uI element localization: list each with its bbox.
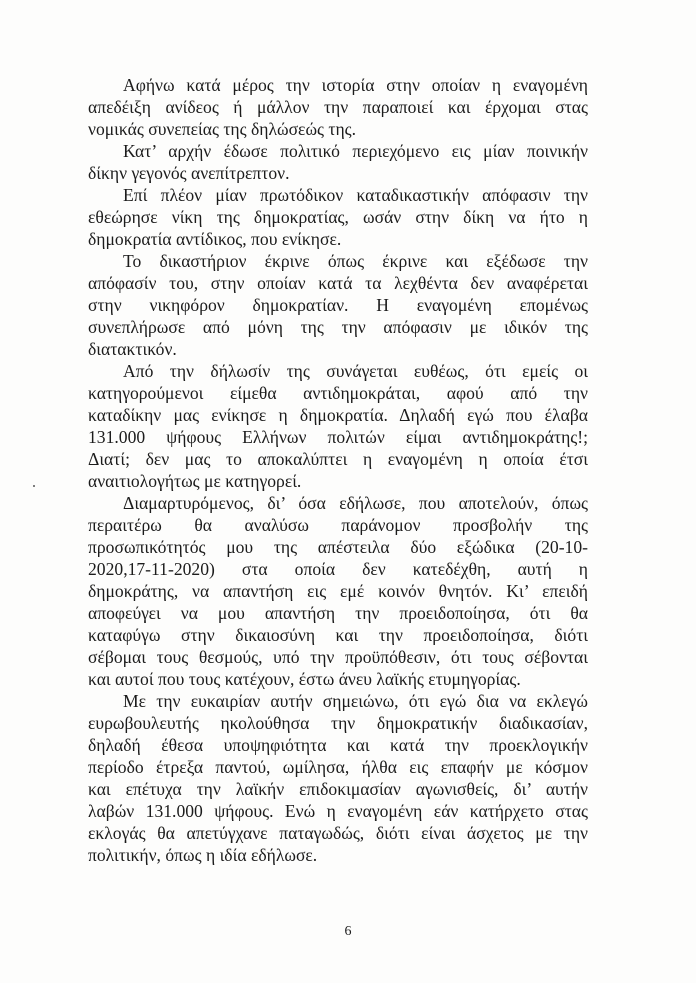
text-line: περίοδο έτρεξα παντού, ωμίλησα, ήλθα εις επαφήν με κόσμον [88,757,588,777]
text-line: εκλογάς θα απετύγχανε παταγωδώς, διότι είναι άσχετος με την [88,823,588,843]
text-line: 2020,17-11-2020) στα οποία δεν κατεδέχθη, αυτή η [88,559,588,579]
text-line: 131.000 ψήφους Ελλήνων πολιτών είμαι αντιδημοκράτης!; [88,427,588,447]
paragraph [88,74,588,140]
text-line: καταδίκην μας ενίκησε η δημοκρατία. Δηλαδή εγώ που έλαβα [88,405,588,425]
text-line: Κατ’ αρχήν έδωσε πολιτικό περιεχόμενο εις μίαν ποινικήν [123,141,588,161]
paragraph [88,690,588,866]
scan-speck [33,485,35,487]
text-line: ευρωβουλευτής ηκολούθησα την δημοκρατικήν διαδικασίαν, [88,713,588,733]
text-line: περαιτέρω θα αναλύσω παράνομον προσβολήν της [88,515,588,535]
text-line: και επέτυχα την λαϊκήν επιδοκιμασίαν αγωνισθείς, δι’ αυτήν [88,779,588,799]
text-line: λαβών 131.000 ψήφους. Ενώ η εναγομένη εάν κατήρχετο στας [88,801,588,821]
paragraph [88,250,588,360]
text-line: Αφήνω κατά μέρος την ιστορία στην οποίαν η εναγομένη [123,75,588,95]
text-line: απεδέιξη ανίδεος ή μάλλον την παραποιεί και έρχομαι στας [88,97,588,117]
text-line: δημοκρατία αντίδικος, που ενίκησε. [88,229,342,249]
text-line: Διατί; δεν μας το αποκαλύπτει η εναγομένη η οποία έτσι [88,449,588,469]
document-body [88,74,588,866]
text-line: σέβομαι τους θεσμούς, υπό την προϋπόθεσιν, ότι τους σέβονται [88,647,588,667]
text-line: εθεώρησε νίκη της δημοκρατίας, ωσάν στην δίκη να ήτο η [88,207,588,227]
paragraph [88,184,588,250]
text-line: και αυτοί που τους κατέχουν, έστω άνευ λαϊκής ετυμηγορίας. [88,669,521,689]
paragraph [88,140,588,184]
text-line: διατακτικόν. [88,339,177,359]
text-line: αναιτιολογήτως με κατηγορεί. [88,471,302,491]
text-line: Επί πλέον μίαν πρωτόδικον καταδικαστικήν απόφασιν την [123,185,588,205]
text-line: Διαμαρτυρόμενος, δι’ όσα εδήλωσε, που αποτελούν, όπως [123,493,588,513]
text-line: στην νικηφόρον δημοκρατίαν. Η εναγομένη επομένως [88,295,588,315]
text-line: κατηγορούμενοι είμεθα αντιδημοκράται, αφού από την [88,383,588,403]
text-line: καταφύγω στην δικαιοσύνη και την προειδοποίησα, διότι [88,625,588,645]
paragraph [88,360,588,492]
text-line: νομικάς συνεπείας της δηλώσεώς της. [88,119,357,139]
text-line: πολιτικήν, όπως η ιδία εδήλωσε. [88,845,318,865]
paragraph [88,492,588,690]
text-line: απόφασίν του, στην οποίαν κατά τα λεχθέντα δεν αναφέρεται [88,273,588,293]
text-line: Με την ευκαιρίαν αυτήν σημειώνω, ότι εγώ δια να εκλεγώ [123,691,588,711]
text-line: δηλαδή έθεσα υποψηφιότητα και κατά την προεκλογικήν [88,735,588,755]
text-line: δημοκράτης, να απαντήση εις εμέ κοινόν θνητόν. Κι’ επειδή [88,581,588,601]
page-number: 6 [344,924,352,939]
text-line: Το δικαστήριον έκρινε όπως έκρινε και εξέδωσε την [123,251,588,271]
text-line: συνεπλήρωσε από μόνη της την απόφασιν με ιδικόν της [88,317,588,337]
text-line: Από την δήλωσίν της συνάγεται ευθέως, ότι εμείς οι [123,361,588,381]
text-line: δίκην γεγονός ανεπίτρεπτον. [88,163,290,183]
text-line: αποφεύγει να μου απαντήση την προειδοποίησα, ότι θα [88,603,588,623]
text-line: προσωπικότητός μου της απέστειλα δύο εξώδικα (20-10- [88,537,588,557]
